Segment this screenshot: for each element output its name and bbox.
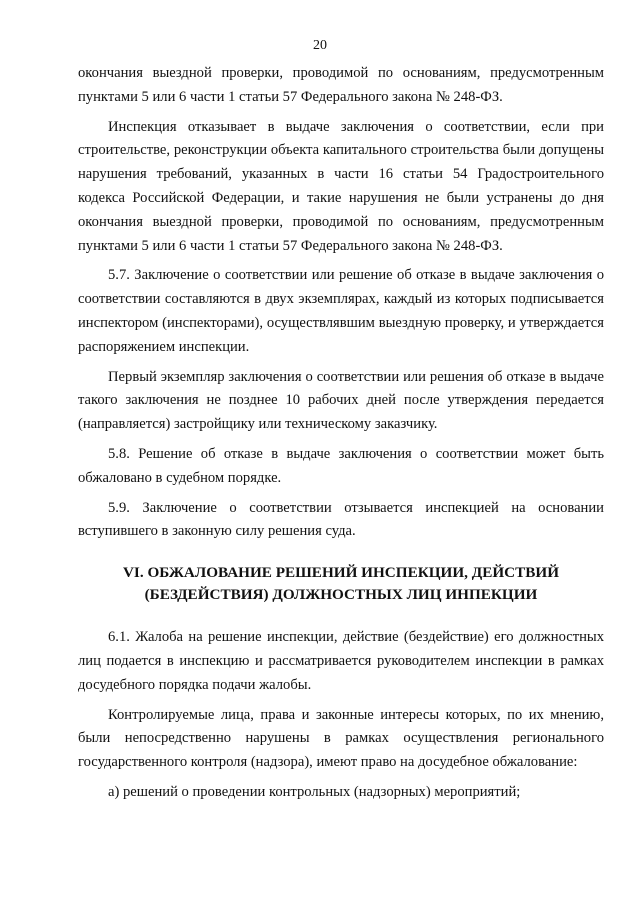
paragraph-5-9: 5.9. Заключение о соответствии отзывается инспекцией на основании вступившего в законную силу решения суда. [78,499,604,540]
paragraph-continuation: окончания выездной проверки, проводимой по основаниям, предусмотренным пунктами 5 или 6 части 1 статьи 57 Федерального закона № 248-ФЗ. [78,65,604,105]
paragraph-6-1: 6.1. Жалоба на решение инспекции, действие (бездействие) его должностных лиц подается в инспекцию и рассматривается руководителем инспекции в рамках досудебного порядка подачи жалобы. [78,629,604,693]
section-heading-line-1: VI. ОБЖАЛОВАНИЕ РЕШЕНИЙ ИНСПЕКЦИИ, ДЕЙСТВИЙ [122,564,560,582]
section-heading-line-2: (БЕЗДЕЙСТВИЯ) ДОЛЖНОСТНЫХ ЛИЦ ИНПЕКЦИИ [144,586,538,604]
document-body [78,62,604,811]
section-heading [78,562,604,606]
paragraph-5-7: 5.7. Заключение о соответствии или решение об отказе в выдаче заключения о соответствии составляются в двух экземплярах, каждый из которых подписывается инспектором (инспекторами), осуществлявшим выездную проверку, и утверждается распоряжением инспекции. [78,267,604,355]
paragraph-first-copy: Первый экземпляр заключения о соответствии или решения об отказе в выдаче такого заключения не позднее 10 рабочих дней после утверждения передается (направляется) застройщику или техническому заказчику. [78,368,604,433]
list-item-a: а) решений о проведении контрольных (надзорных) мероприятий; [108,783,521,800]
paragraph-5-8: 5.8. Решение об отказе в выдаче заключения о соответствии может быть обжаловано в судебном порядке. [78,445,604,486]
paragraph-controlled-persons: Контролируемые лица, права и законные интересы которых, по их мнению, были непосредственно нарушены в рамках осуществления регионального государственного контроля (надзора), имеют право на досудебное обжалование: [78,706,604,771]
paragraph-refusal-grounds: Инспекция отказывает в выдаче заключения о соответствии, если при строительстве, реконструкции объекта капитального строительства были допущены нарушения требований, указанных в части 16 статьи 54 Градостроительного кодекса Российской Федерации, и такие нарушения не были устранены до дня окончания выездной проверки, проводимой по основаниям, предусмотренным пунктами 5 или 6 части 1 статьи 57 Федерального закона № 248-ФЗ. [78,118,604,254]
page-number: 20 [313,38,327,53]
